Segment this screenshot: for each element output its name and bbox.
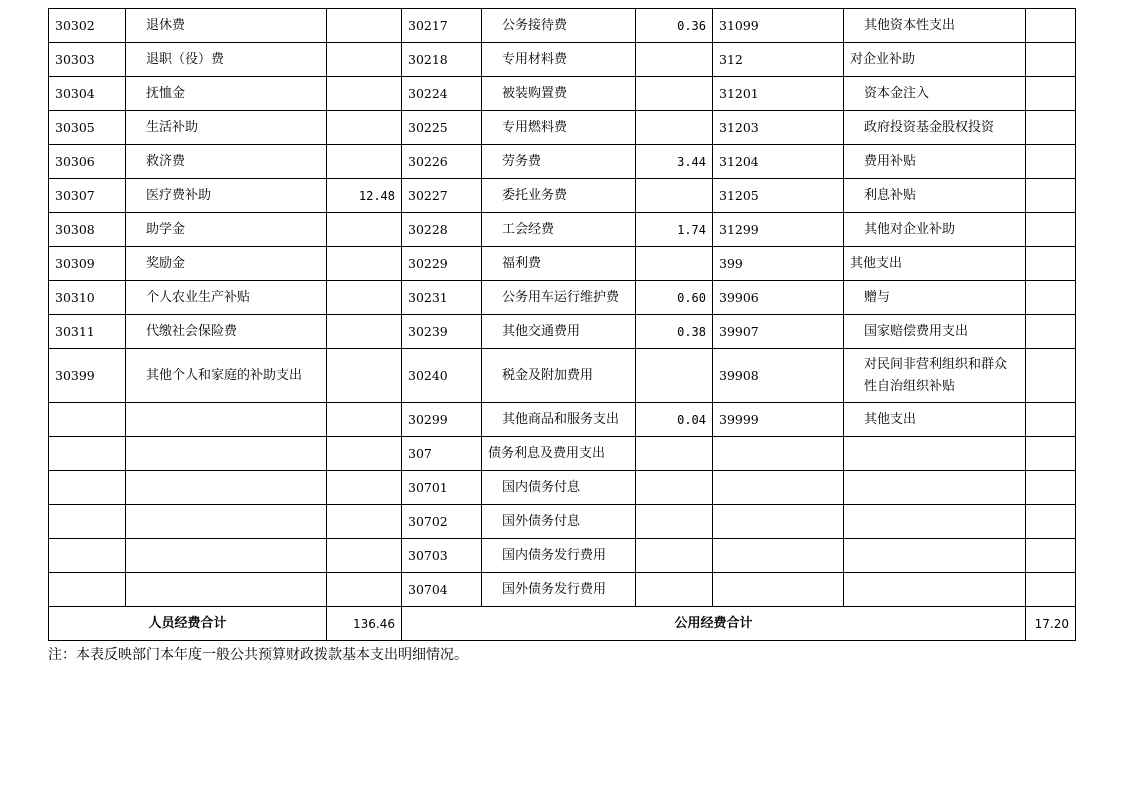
amount-cell (1026, 349, 1076, 403)
name-cell: 退职（役）费 (126, 43, 327, 77)
amount-cell (327, 539, 402, 573)
amount-cell (327, 247, 402, 281)
name-cell: 被装购置费 (482, 77, 636, 111)
code-cell: 30702 (402, 505, 482, 539)
code-cell: 30217 (402, 9, 482, 43)
amount-cell: 0.60 (636, 281, 713, 315)
table-row (49, 315, 1076, 349)
name-cell: 国外债务付息 (482, 505, 636, 539)
amount-cell (636, 437, 713, 471)
name-cell: 医疗费补助 (126, 179, 327, 213)
code-cell: 31205 (713, 179, 844, 213)
name-cell: 专用燃料费 (482, 111, 636, 145)
amount-cell (327, 43, 402, 77)
amount-cell: 0.04 (636, 403, 713, 437)
code-cell: 30308 (49, 213, 126, 247)
code-cell: 30239 (402, 315, 482, 349)
amount-cell (327, 145, 402, 179)
amount-cell (327, 573, 402, 607)
name-cell: 其他交通费用 (482, 315, 636, 349)
amount-cell (327, 471, 402, 505)
name-cell: 其他个人和家庭的补助支出 (126, 349, 327, 403)
name-cell: 劳务费 (482, 145, 636, 179)
code-cell: 31099 (713, 9, 844, 43)
amount-cell (1026, 403, 1076, 437)
code-cell: 30302 (49, 9, 126, 43)
name-cell: 国内债务发行费用 (482, 539, 636, 573)
amount-cell (636, 43, 713, 77)
code-cell (49, 539, 126, 573)
code-cell: 30227 (402, 179, 482, 213)
amount-cell (1026, 111, 1076, 145)
code-cell: 30304 (49, 77, 126, 111)
name-cell: 其他商品和服务支出 (482, 403, 636, 437)
table-row (49, 349, 1076, 403)
code-cell: 39908 (713, 349, 844, 403)
code-cell: 31203 (713, 111, 844, 145)
table-row (49, 111, 1076, 145)
code-cell: 30307 (49, 179, 126, 213)
code-cell: 30231 (402, 281, 482, 315)
amount-cell (636, 505, 713, 539)
public-total-value: 17.20 (1026, 607, 1076, 641)
amount-cell: 0.36 (636, 9, 713, 43)
amount-cell (1026, 539, 1076, 573)
name-cell: 资本金注入 (844, 77, 1026, 111)
amount-cell (1026, 281, 1076, 315)
amount-cell (327, 349, 402, 403)
code-cell (713, 471, 844, 505)
code-cell: 30218 (402, 43, 482, 77)
code-cell: 30228 (402, 213, 482, 247)
name-cell: 赠与 (844, 281, 1026, 315)
amount-cell (327, 281, 402, 315)
name-cell (844, 437, 1026, 471)
name-cell: 其他支出 (844, 403, 1026, 437)
amount-cell (1026, 213, 1076, 247)
code-cell: 30306 (49, 145, 126, 179)
table-row (49, 247, 1076, 281)
amount-cell (636, 349, 713, 403)
amount-cell (327, 77, 402, 111)
amount-cell (636, 471, 713, 505)
table-row (49, 43, 1076, 77)
amount-cell (327, 111, 402, 145)
table-row (49, 213, 1076, 247)
table-row (49, 471, 1076, 505)
code-cell (713, 573, 844, 607)
name-cell: 其他支出 (844, 247, 1026, 281)
amount-cell: 3.44 (636, 145, 713, 179)
code-cell: 312 (713, 43, 844, 77)
name-cell: 抚恤金 (126, 77, 327, 111)
name-cell: 个人农业生产补贴 (126, 281, 327, 315)
table-row (49, 505, 1076, 539)
name-cell: 代缴社会保险费 (126, 315, 327, 349)
amount-cell (1026, 505, 1076, 539)
table-row (49, 573, 1076, 607)
code-cell: 30309 (49, 247, 126, 281)
code-cell (49, 573, 126, 607)
amount-cell (636, 111, 713, 145)
code-cell: 30704 (402, 573, 482, 607)
amount-cell (636, 179, 713, 213)
amount-cell (1026, 179, 1076, 213)
code-cell (713, 437, 844, 471)
name-cell: 公务接待费 (482, 9, 636, 43)
amount-cell (636, 539, 713, 573)
name-cell: 公务用车运行维护费 (482, 281, 636, 315)
table-row (49, 539, 1076, 573)
table-row (49, 437, 1076, 471)
name-cell: 其他资本性支出 (844, 9, 1026, 43)
amount-cell (327, 213, 402, 247)
name-cell: 专用材料费 (482, 43, 636, 77)
name-cell: 国家赔偿费用支出 (844, 315, 1026, 349)
amount-cell (1026, 247, 1076, 281)
code-cell: 30311 (49, 315, 126, 349)
table-row (49, 9, 1076, 43)
code-cell (49, 437, 126, 471)
name-cell: 费用补贴 (844, 145, 1026, 179)
name-cell: 委托业务费 (482, 179, 636, 213)
amount-cell (327, 315, 402, 349)
code-cell: 30226 (402, 145, 482, 179)
name-cell (126, 539, 327, 573)
table-note: 注：本表反映部门本年度一般公共预算财政拨款基本支出明细情况。 (48, 647, 468, 663)
name-cell (844, 505, 1026, 539)
name-cell: 利息补贴 (844, 179, 1026, 213)
amount-cell (1026, 9, 1076, 43)
name-cell: 国外债务发行费用 (482, 573, 636, 607)
name-cell: 对民间非营利组织和群众性自治组织补贴 (844, 349, 1026, 403)
name-cell: 政府投资基金股权投资 (844, 111, 1026, 145)
name-cell (844, 573, 1026, 607)
name-cell: 助学金 (126, 213, 327, 247)
code-cell: 30229 (402, 247, 482, 281)
name-cell: 生活补助 (126, 111, 327, 145)
name-cell: 救济费 (126, 145, 327, 179)
name-cell: 对企业补助 (844, 43, 1026, 77)
amount-cell (1026, 315, 1076, 349)
amount-cell (1026, 77, 1076, 111)
code-cell: 39906 (713, 281, 844, 315)
amount-cell (1026, 43, 1076, 77)
code-cell: 30305 (49, 111, 126, 145)
amount-cell (1026, 471, 1076, 505)
code-cell: 30240 (402, 349, 482, 403)
name-cell (126, 437, 327, 471)
code-cell: 31299 (713, 213, 844, 247)
table-row (49, 145, 1076, 179)
name-cell: 税金及附加费用 (482, 349, 636, 403)
name-cell (126, 403, 327, 437)
code-cell: 31201 (713, 77, 844, 111)
public-total-label: 公用经费合计 (402, 607, 1026, 641)
amount-cell (636, 247, 713, 281)
code-cell (49, 471, 126, 505)
amount-cell (327, 437, 402, 471)
table-row (49, 403, 1076, 437)
code-cell (49, 505, 126, 539)
code-cell: 30399 (49, 349, 126, 403)
amount-cell (636, 77, 713, 111)
code-cell: 307 (402, 437, 482, 471)
expenditure-detail-table (48, 8, 1076, 641)
name-cell: 福利费 (482, 247, 636, 281)
code-cell: 30310 (49, 281, 126, 315)
code-cell: 399 (713, 247, 844, 281)
table-row (49, 179, 1076, 213)
name-cell (126, 573, 327, 607)
code-cell: 30299 (402, 403, 482, 437)
name-cell (844, 539, 1026, 573)
code-cell: 30703 (402, 539, 482, 573)
name-cell: 其他对企业补助 (844, 213, 1026, 247)
personnel-total-value: 136.46 (327, 607, 402, 641)
amount-cell (327, 9, 402, 43)
amount-cell (636, 573, 713, 607)
name-cell: 国内债务付息 (482, 471, 636, 505)
name-cell: 债务利息及费用支出 (482, 437, 636, 471)
totals-row (49, 607, 1076, 641)
name-cell (126, 505, 327, 539)
code-cell: 39999 (713, 403, 844, 437)
table-row (49, 77, 1076, 111)
personnel-total-label: 人员经费合计 (49, 607, 327, 641)
amount-cell: 1.74 (636, 213, 713, 247)
name-cell: 退休费 (126, 9, 327, 43)
code-cell: 30225 (402, 111, 482, 145)
code-cell (713, 539, 844, 573)
amount-cell: 0.38 (636, 315, 713, 349)
name-cell (126, 471, 327, 505)
amount-cell (327, 403, 402, 437)
amount-cell (1026, 573, 1076, 607)
amount-cell (327, 505, 402, 539)
amount-cell (1026, 437, 1076, 471)
code-cell: 30303 (49, 43, 126, 77)
code-cell (49, 403, 126, 437)
amount-cell: 12.48 (327, 179, 402, 213)
code-cell: 31204 (713, 145, 844, 179)
name-cell: 奖励金 (126, 247, 327, 281)
code-cell (713, 505, 844, 539)
name-cell: 工会经费 (482, 213, 636, 247)
table-row (49, 281, 1076, 315)
amount-cell (1026, 145, 1076, 179)
name-cell (844, 471, 1026, 505)
code-cell: 30701 (402, 471, 482, 505)
code-cell: 39907 (713, 315, 844, 349)
code-cell: 30224 (402, 77, 482, 111)
